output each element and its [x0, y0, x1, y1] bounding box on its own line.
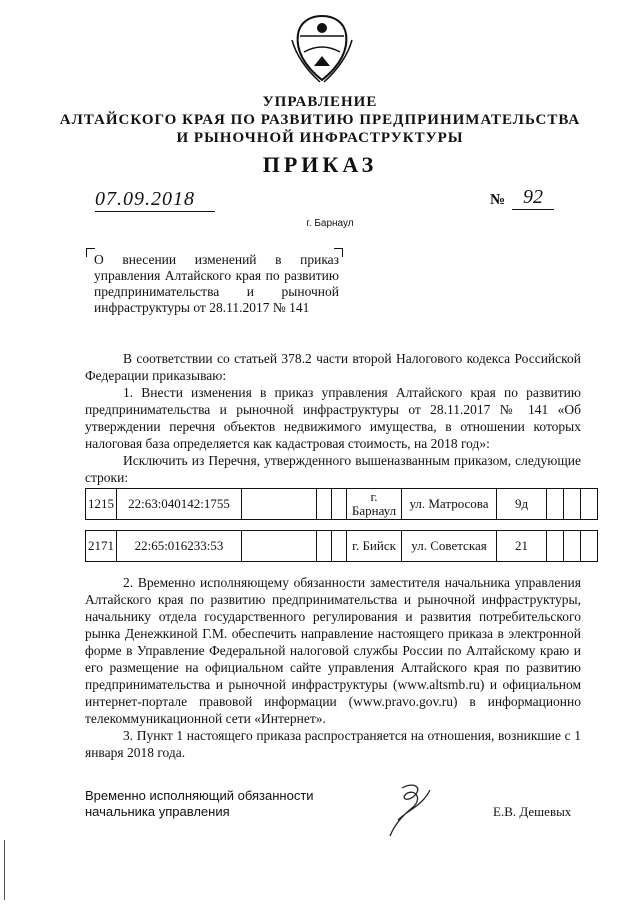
empty-cell — [581, 531, 598, 562]
signatory-name: Е.В. Дешевых — [493, 804, 572, 819]
table-row — [86, 531, 598, 562]
order-number: 92 — [512, 186, 554, 210]
cadastral-number: 22:63:040142:1755 — [117, 489, 242, 520]
position-line-1: Временно исполняющий обязанности — [85, 788, 314, 803]
order-date: 07.09.2018 — [95, 188, 215, 212]
table-row — [86, 489, 598, 520]
agency-name-line2: АЛТАЙСКОГО КРАЯ ПО РАЗВИТИЮ ПРЕДПРИНИМАТЕЛЬСТВА — [59, 112, 581, 128]
row-number: 1215 — [86, 489, 117, 520]
city: г. Барнаул — [306, 218, 354, 229]
document-type: ПРИКАЗ — [262, 152, 378, 177]
cadastral-number: 22:65:016233:53 — [117, 531, 242, 562]
order-subject: О внесении изменений в приказ управления Алтайского края по развитию предпринимательства и рыночной инфраструктуры от 28.11.2017 № 141 — [94, 252, 339, 315]
empty-cell — [564, 489, 581, 520]
position-line-2: начальника управления — [85, 804, 230, 819]
body-lower — [85, 574, 581, 761]
handwritten-signature-icon — [372, 780, 452, 840]
excluded-row-1 — [85, 488, 598, 520]
paragraph-2: 2. Временно исполняющему обязанности заместителя начальника управления Алтайского края по развитию предпринимательства и рыночной инфраструктуры, начальнику отдела государственного регулирования и развития потребительского рынка Денежкиной Г.М. обеспечить направление настоящего приказа в электронной форме в Управление Федеральной налоговой службы России по Алтайскому краю и его размещение на официальном сайте управления Алтайского края по развитию предпринимательства и рыночной инфраструктуры (www.altsmb.ru) и официальном интернет-портале правовой информации (www.pravo.gov.ru) в информационно телекоммуникационной сети «Интернет». — [85, 575, 581, 726]
city-cell: г. Бийск — [347, 531, 402, 562]
altai-krai-coat-of-arms-icon — [290, 12, 354, 84]
empty-cell — [581, 489, 598, 520]
empty-cell — [242, 531, 317, 562]
empty-cell — [332, 489, 347, 520]
empty-cell — [564, 531, 581, 562]
row-number: 2171 — [86, 531, 117, 562]
agency-name-line1: УПРАВЛЕНИЕ — [262, 94, 378, 110]
scan-edge-line — [4, 840, 5, 900]
empty-cell — [332, 531, 347, 562]
empty-cell — [242, 489, 317, 520]
paragraph-3: 3. Пункт 1 настоящего приказа распространяется на отношения, возникшие с 1 января 2018 года. — [85, 728, 581, 760]
empty-cell — [547, 531, 564, 562]
order-number-label: № — [490, 192, 506, 208]
street-cell: ул. Советская — [402, 531, 497, 562]
street-cell: ул. Матросова — [402, 489, 497, 520]
house-cell: 9д — [497, 489, 547, 520]
body-upper — [85, 350, 581, 486]
paragraph-preamble: В соответствии со статьей 378.2 части второй Налогового кодекса Российской Федерации приказываю: — [85, 351, 581, 383]
empty-cell — [317, 489, 332, 520]
city-cell: г. Барнаул — [347, 489, 402, 520]
signatory-position — [85, 788, 314, 820]
paragraph-exclude: Исключить из Перечня, утвержденного вышеназванным приказом, следующие строки: — [85, 453, 581, 485]
empty-cell — [317, 531, 332, 562]
house-cell: 21 — [497, 531, 547, 562]
excluded-row-2 — [85, 530, 598, 562]
empty-cell — [547, 489, 564, 520]
agency-name-line3: И РЫНОЧНОЙ ИНФРАСТРУКТУРЫ — [176, 130, 464, 146]
paragraph-1: 1. Внести изменения в приказ управления Алтайского края по развитию предпринимательства и рыночной инфраструктуры от 28.11.2017 № 141 «Об утверждении перечня объектов недвижимого имущества, в отношении которых налоговая база определяется как кадастровая стоимость, на 2018 год»: — [85, 385, 581, 451]
